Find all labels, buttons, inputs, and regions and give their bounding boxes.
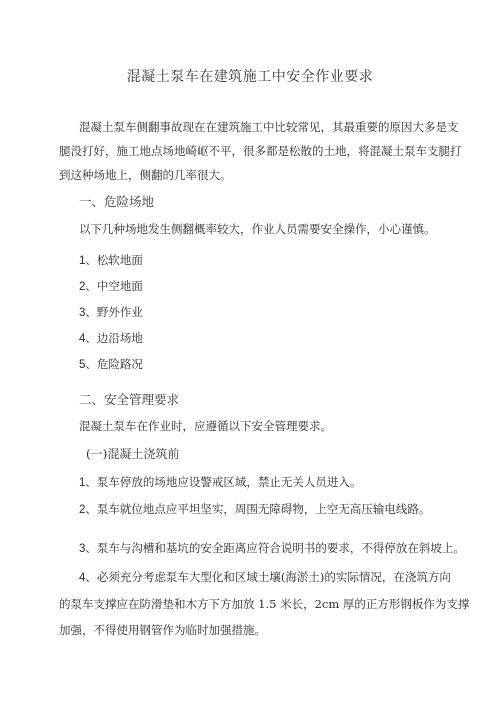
list-item [79, 252, 143, 269]
list-item-number: 1、 [79, 477, 97, 489]
list-item-text: 必须充分考虑泵车大型化和区域土壤(海淤土)的实际情况，在浇筑方向 [96, 570, 451, 584]
list-item [79, 501, 430, 518]
list-item-number: 2、 [79, 504, 97, 516]
list-item-number: 2、 [79, 281, 97, 293]
list-item-text: 边沿场地 [96, 331, 143, 345]
list-item-number: 3、 [79, 307, 97, 319]
list-item-text: 野外作业 [96, 305, 143, 319]
list-item [79, 540, 465, 557]
list-item-text: 松软地面 [96, 253, 143, 267]
intro-line-3: 到这种场地上，侧翻的几率很大。 [59, 168, 232, 182]
list-item [79, 569, 451, 586]
intro-line-2: 腿没打好，施工地点场地崎岖不平，很多都是松散的土地，将混凝土泵车支腿打 [59, 144, 462, 158]
section1-intro: 以下几种场地发生侧翻概率较大，作业人员需要安全操作，小心谨慎。 [79, 222, 436, 236]
intro-line-1: 混凝土泵车侧翻事故现在在建筑施工中比较常见，其最重要的原因大多是支 [79, 120, 459, 134]
list-item-text: 泵车与沟槽和基坑的安全距离应符合说明书的要求，不得停放在斜坡上。 [96, 541, 465, 555]
section2-intro: 混凝土泵车在作业时，应遵循以下安全管理要求。 [79, 419, 332, 433]
item4-line-3: 加强，不得使用钢管作为临时加强措施。 [59, 623, 266, 637]
list-item [79, 278, 143, 295]
section1-heading: 一、危险场地 [79, 194, 155, 209]
list-item-number: 1、 [79, 255, 97, 267]
list-item-text: 中空地面 [96, 279, 143, 293]
list-item-number: 4、 [79, 333, 97, 345]
section2-subheading: (一)混凝土浇筑前 [86, 447, 180, 461]
list-item-number: 3、 [79, 543, 97, 555]
list-item [79, 474, 361, 491]
list-item [79, 330, 143, 347]
list-item [79, 304, 143, 321]
list-item [79, 356, 143, 373]
item4-line-2: 的泵车支撑应在防滑垫和木方下方加放 1.5 米长，2cm 厚的正方形钢板作为支撑 [59, 597, 470, 611]
section2-heading: 二、安全管理要求 [79, 392, 180, 407]
list-item-text: 泵车就位地点应平坦坚实，周围无障碍物，上空无高压输电线路。 [96, 502, 431, 516]
list-item-text: 危险路况 [96, 357, 143, 371]
list-item-number: 4、 [79, 572, 97, 584]
list-item-text: 泵车停放的场地应设警戒区域，禁止无关人员进入。 [96, 475, 362, 489]
page-title: 混凝土泵车在建筑施工中安全作业要求 [126, 69, 374, 85]
list-item-number: 5、 [79, 359, 97, 371]
